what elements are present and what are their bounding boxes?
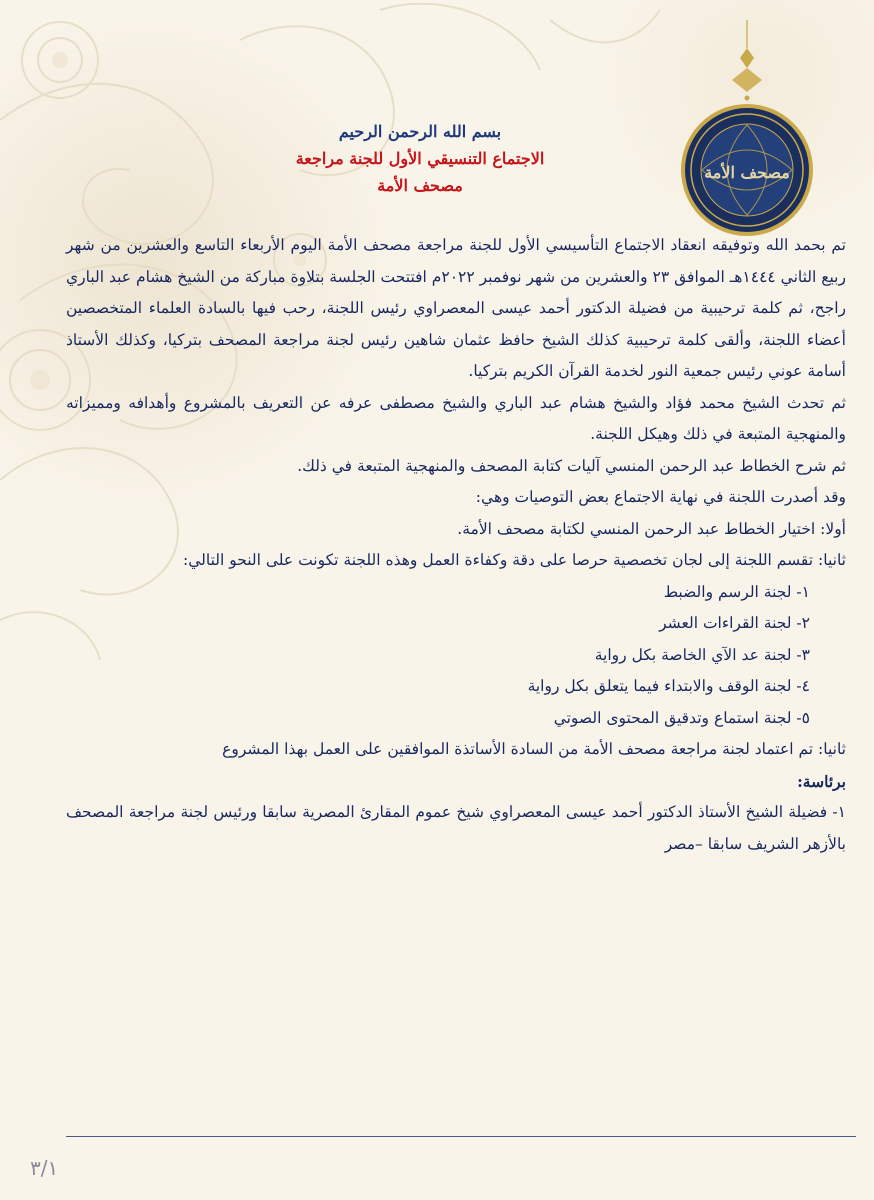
paragraph-opening: تم بحمد الله وتوفيقه انعقاد الاجتماع التأسيسي الأول للجنة مراجعة مصحف الأمة اليوم الأربعاء التاسع والعشرين من شهر ربيع الثاني ١٤٤٤هـ الموافق ٢٣ والعشرين من شهر نوفمبر ٢٠٢٢م افتتحت الجلسة بتلاوة مباركة من الشيخ هشام عبد الباري راجح، ثم كلمة ترحيبية من فضيلة الدكتور أحمد عيسى المعصراوي رئيس اللجنة، رحب فيها بالسادة العلماء المتخصصين أعضاء اللجنة، وألقى كلمة ترحيبية كذلك الشيخ حافظ عثمان شاهين رئيس لجنة مراجعة المصحف بتركيا، وكذلك الأستاذ أسامة عوني رئيس جمعية النور لخدمة القرآن الكريم بتركيا.: [66, 236, 846, 380]
mushaf-emblem: [672, 20, 822, 240]
document-heading: [180, 118, 660, 199]
paragraph-calligrapher: ثم شرح الخطاط عبد الرحمن المنسي آليات كتابة المصحف والمنهجية المتبعة في ذلك.: [297, 456, 846, 475]
footer-divider: [66, 1136, 856, 1137]
paragraph-speakers: ثم تحدث الشيخ محمد فؤاد والشيخ هشام عبد الباري والشيخ مصطفى عرفه عن التعريف بالمشروع وأهدافه ومميزاته والمنهجية المتبعة في ذلك وهيكل اللجنة.: [66, 393, 846, 443]
chaired-by-label: برئاسة:: [797, 771, 846, 791]
committee-item: ٣- لجنة عد الآي الخاصة بكل رواية: [594, 645, 810, 664]
committee-item: ١- لجنة الرسم والضبط: [663, 582, 810, 601]
committee-item: ٢- لجنة القراءات العشر: [659, 614, 810, 632]
emblem-logo-text: مصحف الأمة: [704, 163, 790, 182]
committee-item: ٥- لجنة استماع وتدقيق المحتوى الصوتي: [553, 708, 810, 727]
emblem-icon: [672, 20, 822, 240]
recommendation-third: ثانيا: تم اعتماد لجنة مراجعة مصحف الأمة من السادة الأساتذة الموافقين على العمل بهذا المشروع: [222, 740, 846, 758]
title-line-2: مصحف الأمة: [377, 176, 463, 195]
page-number: ٣/١: [30, 1156, 59, 1180]
document-body: [66, 230, 846, 860]
basmala: بسم الله الرحمن الرحيم: [338, 122, 502, 141]
recommendation-first: أولا: اختيار الخطاط عبد الرحمن المنسي لكتابة مصحف الأمة.: [457, 519, 846, 538]
chair-member-item: ١- فضيلة الشيخ الأستاذ الدكتور أحمد عيسى المعصراوي شيخ عموم المقارئ المصرية سابقا ورئيس لجنة مراجعة المصحف بالأزهر الشريف سابقا –مصر: [66, 803, 846, 853]
title-line-1: الاجتماع التنسيقي الأول للجنة مراجعة: [295, 149, 545, 168]
paragraph-recommendations-intro: وقد أصدرت اللجنة في نهاية الاجتماع بعض التوصيات وهي:: [475, 488, 846, 506]
committee-item: ٤- لجنة الوقف والابتداء فيما يتعلق بكل رواية: [527, 677, 810, 695]
recommendation-second: ثانيا: تقسم اللجنة إلى لجان تخصصية حرصا على دقة وكفاءة العمل وهذه اللجنة تكونت على النحو التالي:: [182, 551, 846, 569]
